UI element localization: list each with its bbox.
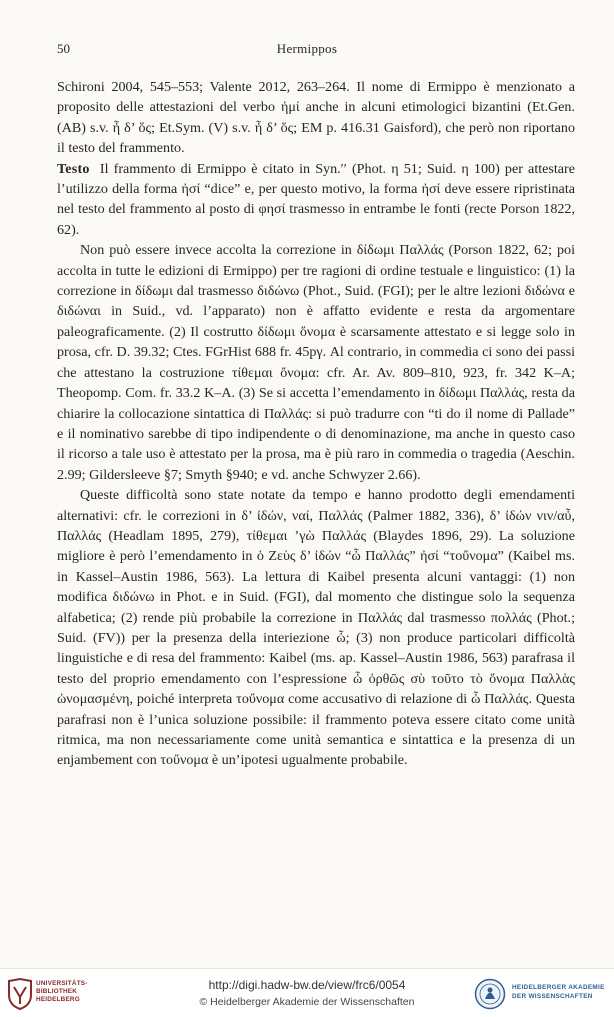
section-label-testo: Testo [57,160,90,177]
paragraph-3: Non può essere invece accolta la correzione in δίδωμι Παλλάς (Porson 1822, 62; poi accolta in tutte le edizioni di Ermippo) per tre ragioni di ordine testuale e linguistico: (1) la correzione in δίδωμι dal trasmesso διδώνω (Phot., Suid. (FGI); per le altre lezioni διδώνα e διδώναι in Suid., vd. l’apparato) non è affatto evidente e resta da argomentare paleograficamente. (2) Il costrutto δίδωμι ὄνομα è scarsamente attestato e si legge solo in prosa, cfr. D. 39.32; Ctes. FGrHist 688 fr. 45pγ. Al contrario, in commedia ci sono dei passi che attestano la costruzione τίθεμαι ὄνομα: cfr. Ar. Av. 809–810, 923, fr. 342 K–A; Theopomp. Com. fr. 33.2 K–A. (3) Se si accetta l’emendamento in δίδωμι Παλλάς, resta da chiarire la collocazione sintattica di Παλλάς: si può tradurre con “ti do il nome di Pallade” e il nominativo sarebbe di tipo indipendente o di denominazione, ma anche in questo caso il ricorso a tale uso è attestato per la prosa, ma è più raro in commedia o tragedia (Aeschin. 2.99; Gildersleeve §7; Smyth §940; e vd. anche Schwyzer 2.66). [57,242,575,483]
viewer-footer [0,968,614,1017]
commentary-body [57,77,575,771]
permalink-url[interactable]: http://digi.hadw-bw.de/view/frc6/0054 [208,978,406,992]
paragraph-testo-text: Il frammento di Ermippo è citato in Syn.′′ (Phot. η 51; Suid. η 100) per attestare l’utilizzo della forma ἠσί “dice” e, per questo motivo, la forma ἠσί deve essere ripristinata nel testo del frammento al posto di φησί trasmesso in entrambe le fonti (recte Porson 1822, 62). [57,160,576,238]
paragraph-testo [57,159,575,241]
paragraph-4: Queste difficoltà sono state notate da tempo e hanno prodotto degli emendamenti alternativi: cfr. le correzioni in δ’ ἰδών, ναί, Παλλάς (Palmer 1882, 336), δ’ ἰδών νιν/αὖ, Παλλάς (Headlam 1895, 279), τίθεμαι ’γὼ Παλλάς (Blaydes 1896, 29). La soluzione migliore è però l’emendamento in ὁ Ζεὺς δ’ ἰδών “ὦ Παλλάς” ἠσί “τοὔνομα” (Kaibel ms. in Kassel–Austin 1986, 563). La lettura di Kaibel presenta alcuni vantaggi: (1) non modifica διδώνω in Phot. e in Suid. (FGI), dal momento che distingue solo la sequenza alfabetica; (2) rende più probabile la correzione in Παλλάς dal trasmesso πολλάς (Phot.; Suid. (FV)) per la presenza della interiezione ὦ; (3) non produce particolari difficoltà linguistiche e di resa del frammento: Kaibel (ms. ap. Kassel–Austin 1986, 563) parafrasa il testo del proprio emendamento con l’espressione ὦ ὀρθῶς σὺ τοῦτο τὸ ὄνομα Παλλὰς ὠνομασμένη, poiché interpreta τοὔνομα come accusativo di relazione di ὦ Παλλάς. Questa parafrasi non è l’unica soluzione possibile: il frammento poteva essere citato come unità ritmica, ma non necessariamente come unità semantica e sintattica e la presenza di un enjambement con τοὔνομα è un’ipotesi ugualmente probabile. [57,487,575,769]
library-name: UNIVERSITÄTS- BIBLIOTHEK HEIDELBERG [36,980,88,1004]
copyright-notice: © Heidelberger Akademie der Wissenschaften [199,996,415,1008]
page-header [57,41,557,61]
academy-seal-icon [474,978,506,1010]
academy-name: HEIDELBERGER AKADEMIE DER WISSENSCHAFTEN [512,984,605,1000]
page-number: 50 [57,41,70,56]
running-title: Hermippos [276,41,338,56]
paragraph-1: Schironi 2004, 545–553; Valente 2012, 263–264. Il nome di Ermippo è menzionato a proposito delle attestazioni del verbo ἠμί anche in alcuni etimologici bizantini (Et.Gen. (AB) s.v. ἦ δ’ ὅς; Et.Sym. (V) s.v. ἦ δ’ ὅς; EM p. 416.31 Gaisford), che però non riportano il testo del frammento. [57,79,575,157]
